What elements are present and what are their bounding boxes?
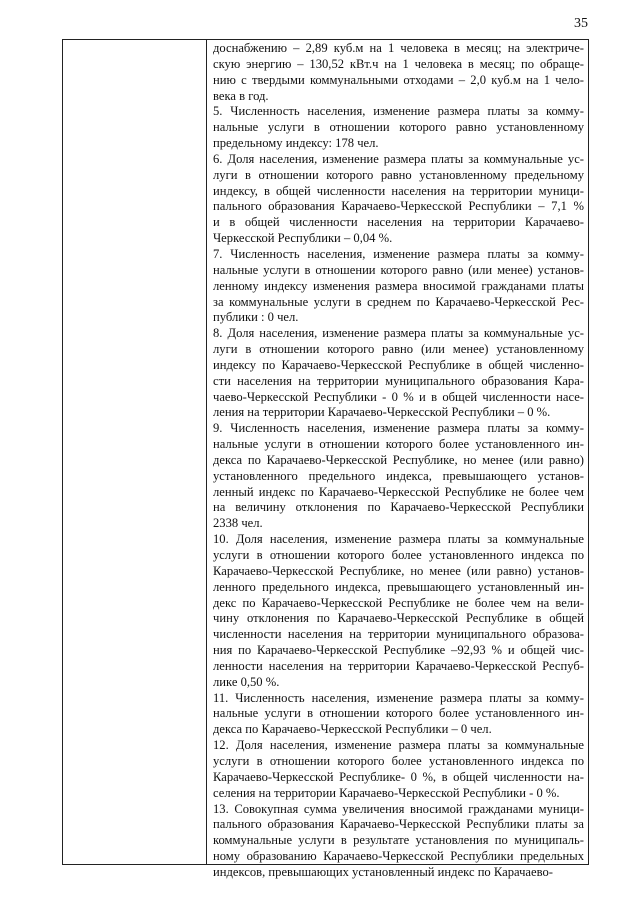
text-line: 7. Численность населения, изменение размера платы за комму- xyxy=(213,246,584,261)
text-line: за коммунальные услуги в среднем по Карачаево-Черкесской Рес- xyxy=(213,294,584,309)
text-line: нальные услуги в отношении которого более установленного ин- xyxy=(213,706,584,721)
text-line: ния по Карачаево-Черкесской Республике –92,93 % и общей чис- xyxy=(213,643,584,658)
text-line: декс по Карачаево-Черкесской Республике не более чем на вели- xyxy=(213,595,584,610)
text-line: предельному индексу: 178 чел. xyxy=(213,136,379,151)
text-line: 9. Численность населения, изменение размера платы за комму- xyxy=(213,421,584,436)
text-line: лике 0,50 %. xyxy=(213,674,280,689)
text-line: ному образованию Карачаево-Черкесской Республики предельных xyxy=(213,849,584,864)
text-line: чину отклонения по Карачаево-Черкесской Республике в общей xyxy=(213,611,584,626)
text-line: ленный индекс по Карачаево-Черкесской Республике не более чем xyxy=(213,484,584,499)
text-line: 5. Численность населения, изменение размера платы за комму- xyxy=(213,104,584,119)
table-right-cell xyxy=(207,40,588,879)
text-line: коммунальные услуги в результате установления по муниципаль- xyxy=(213,833,584,848)
text-line: ленного предельного индекса, превышающего установленный ин- xyxy=(213,579,584,594)
text-line: и в общей численности населения на территории Карачаево- xyxy=(213,215,584,230)
text-line: скую энергию – 130,52 кВт.ч на 1 человека в месяц; по обраще- xyxy=(213,56,584,71)
text-line: 10. Доля населения, изменение размера платы за коммунальные xyxy=(213,532,584,547)
text-line: 11. Численность населения, изменение размера платы за комму- xyxy=(213,690,584,705)
text-line: декса по Карачаево-Черкесской Республики – 0 чел. xyxy=(213,722,492,737)
text-line: луги в отношении которого равно (или менее) установленному xyxy=(213,342,584,357)
text-line: публики : 0 чел. xyxy=(213,310,299,325)
text-line: Черкесской Республики – 0,04 %. xyxy=(213,231,393,246)
text-line: нальные услуги в отношении которого равно установленному xyxy=(213,120,584,135)
text-line: услуги в отношении которого более установленного индекса по xyxy=(213,753,584,768)
text-line: индексу по Карачаево-Черкесской Республике в общей численно- xyxy=(213,357,584,372)
text-line: нальные услуги в отношении которого равно (или менее) установ- xyxy=(213,262,584,277)
text-line: на величину отклонения по Карачаево-Черкесской Республики xyxy=(213,500,584,515)
page-number: 35 xyxy=(574,16,588,31)
text-line: века в год. xyxy=(213,88,269,103)
text-line: Карачаево-Черкесской Республике- 0 %, в общей численности на- xyxy=(213,769,584,784)
table-left-cell xyxy=(63,40,207,864)
text-line: доснабжению – 2,89 куб.м на 1 человека в месяц; на электриче- xyxy=(213,41,584,55)
document-table xyxy=(62,39,589,879)
text-line: 12. Доля населения, изменение размера платы за коммунальные xyxy=(213,738,584,753)
text-line: чаево-Черкесской Республики - 0 % и в общей численности насе- xyxy=(213,389,584,404)
text-line: услуги в отношении которого более установленного индекса по xyxy=(213,548,584,562)
text-line: 6. Доля населения, изменение размера платы за коммунальные ус- xyxy=(213,151,584,166)
text-line: нию с твердыми коммунальными отходами – 2,0 куб.м на 1 чело- xyxy=(213,72,584,87)
text-line: индексу, в общей численности населения на территории муници- xyxy=(213,183,584,198)
text-line: 2338 чел. xyxy=(213,516,263,531)
text-line: ления на территории Карачаево-Черкесской Республики – 0 %. xyxy=(213,405,551,420)
text-line: ленности населения на территории Карачаево-Черкесской Респуб- xyxy=(213,658,584,673)
text-line: установленного предельного индекса, превышающего установ- xyxy=(213,468,584,483)
text-line: Карачаево-Черкесской Республике, но менее (или равно) установ- xyxy=(213,563,584,578)
text-line: индексов, превышающих установленный индекс по Карачаево- xyxy=(213,864,553,879)
text-line: численности населения на территории муниципального образова- xyxy=(213,627,584,642)
text-line: пального образования Карачаево-Черкесской Республики – 7,1 % xyxy=(213,199,584,214)
text-line: сти населения на территории муниципального образования Кара- xyxy=(213,373,584,388)
text-line: нальные услуги в отношении которого более установленного ин- xyxy=(213,437,584,452)
text-line: пального образования Карачаево-Черкесской Республики платы за xyxy=(213,817,584,832)
text-line: декса по Карачаево-Черкесской Республике, но менее (или равно) xyxy=(213,452,584,467)
text-line: 8. Доля населения, изменение размера платы за коммунальные ус- xyxy=(213,326,584,341)
text-line: луги в отношении которого равно установленному предельному xyxy=(213,167,584,182)
text-line: 13. Совокупная сумма увеличения вносимой гражданами муници- xyxy=(213,801,584,816)
text-line: ленному индексу изменения размера вносимой гражданами платы xyxy=(213,278,584,293)
text-line: селения на территории Карачаево-Черкесской Республики - 0 %. xyxy=(213,785,560,800)
